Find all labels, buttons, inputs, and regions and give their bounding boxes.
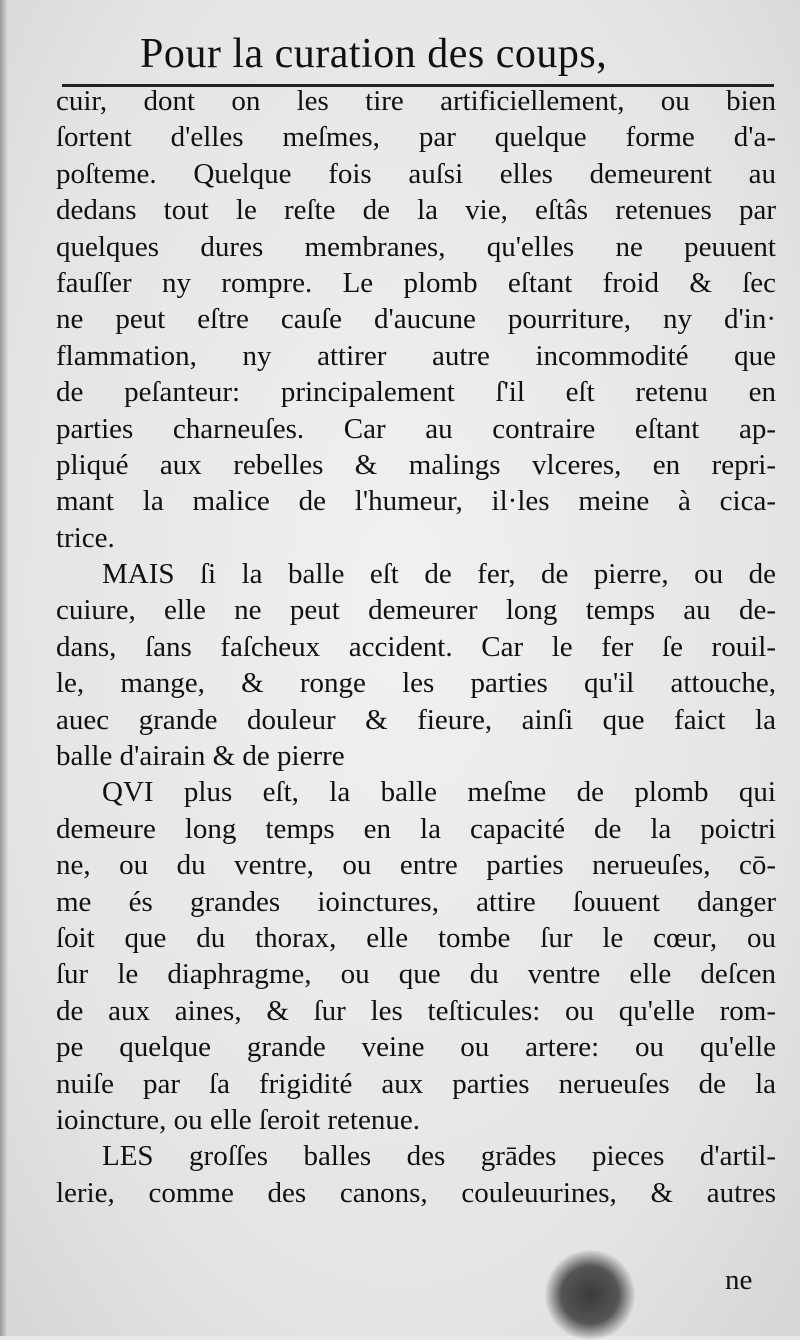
text-line: ſortent d'elles meſmes, par quelque forme d'a- xyxy=(56,121,776,154)
text-line: auec grande douleur & fieure, ainſi que faict la xyxy=(56,703,776,736)
paragraph-start: QVI plus eſt, la balle meſme de plomb qui xyxy=(102,776,776,809)
text-line: de peſanteur: principalement ſ'il eſt retenu en xyxy=(56,376,776,409)
text-line: quelques dures membranes, qu'elles ne peuuent xyxy=(56,230,776,263)
text-line: le, mange, & ronge les parties qu'il attouche, xyxy=(56,667,776,700)
text-line: lerie, comme des canons, couleuurines, & autres xyxy=(56,1176,776,1209)
text-line: flammation, ny attirer autre incommodité que xyxy=(56,339,776,372)
text-line: poſteme. Quelque fois auſsi elles demeurent au xyxy=(56,157,776,190)
text-line: pe quelque grande veine ou artere: ou qu'elle xyxy=(56,1031,776,1064)
text-line: cuiure, elle ne peut demeurer long temps au de- xyxy=(56,594,776,627)
text-line: de aux aines, & ſur les teſticules: ou qu'elle rom- xyxy=(56,994,776,1027)
text-line: dans, ſans faſcheux accident. Car le fer ſe rouil- xyxy=(56,630,776,663)
text-block xyxy=(56,83,776,1211)
page-edge-shadow xyxy=(0,0,8,1336)
text-line: ſoit que du thorax, elle tombe ſur le cœur, ou xyxy=(56,921,776,954)
catchword: ne xyxy=(725,1264,753,1296)
text-line: fauſſer ny rompre. Le plomb eſtant froid & ſec xyxy=(56,266,776,299)
text-line: me és grandes ioinctures, attire ſouuent danger xyxy=(56,885,776,918)
text-line: mant la malice de l'humeur, il·les meine à cica- xyxy=(56,485,776,518)
paragraph-start: MAIS ſi la balle eſt de fer, de pierre, ou de xyxy=(102,558,776,591)
ink-stain xyxy=(545,1250,635,1340)
text-line: ne, ou du ventre, ou entre parties nerueuſes, cō- xyxy=(56,849,776,882)
text-line: demeure long temps en la capacité de la poictri xyxy=(56,812,776,845)
text-line: trice. xyxy=(56,521,115,554)
text-line: dedans tout le reſte de la vie, eſtâs retenues par xyxy=(56,194,776,227)
text-line: pliqué aux rebelles & malings vlceres, en repri- xyxy=(56,448,776,481)
text-line: ſur le diaphragme, ou que du ventre elle deſcen xyxy=(56,958,776,991)
text-line: nuiſe par ſa frigidité aux parties nerueuſes de la xyxy=(56,1067,776,1100)
text-line: cuir, dont on les tire artificiellement, ou bien xyxy=(56,85,776,117)
paragraph-start: LES groſſes balles des grādes pieces d'artil- xyxy=(102,1140,776,1173)
text-line: parties charneuſes. Car au contraire eſtant ap- xyxy=(56,412,776,445)
text-line: balle d'airain & de pierre xyxy=(56,740,345,773)
running-title: Pour la curation des coups, xyxy=(140,31,608,77)
text-line: ne peut eſtre cauſe d'aucune pourriture, ny d'in· xyxy=(56,303,776,336)
text-line: ioincture, ou elle ſeroit retenue. xyxy=(56,1103,420,1136)
